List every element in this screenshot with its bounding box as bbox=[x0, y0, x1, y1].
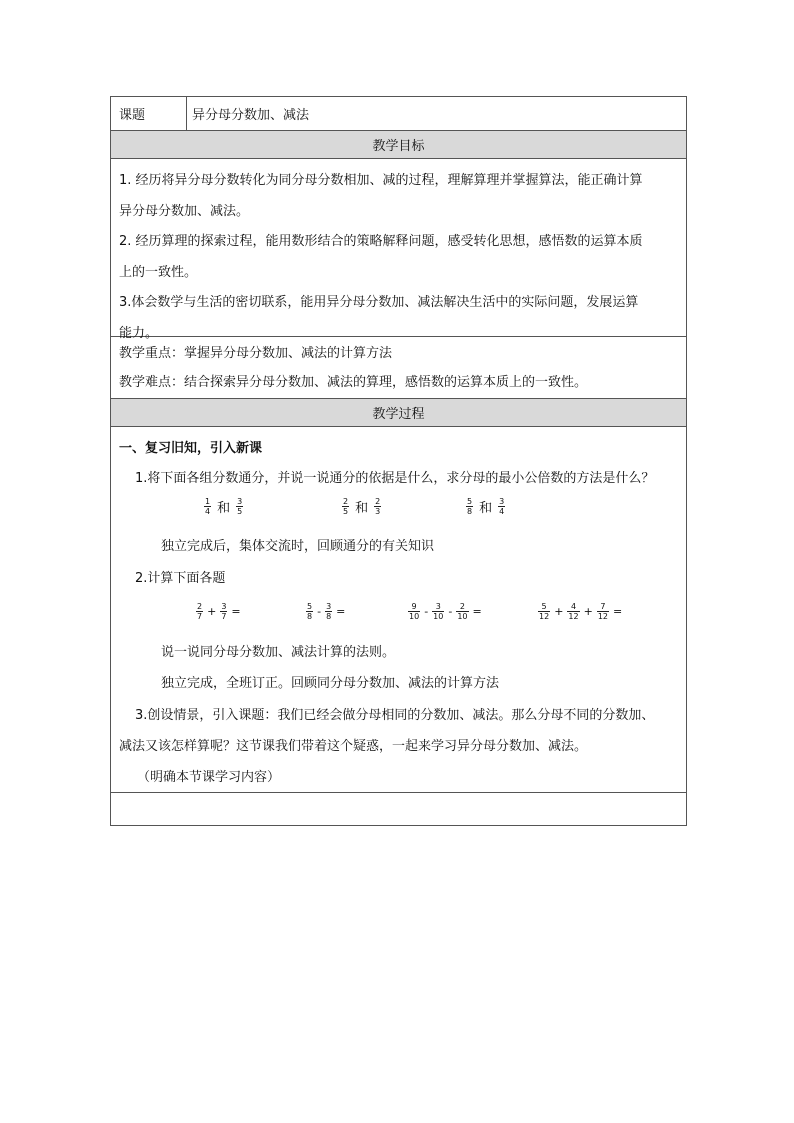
fraction: $\frac{5}{8}$ bbox=[307, 602, 313, 621]
topic-value: 异分母分数加、减法 bbox=[192, 108, 310, 123]
goal-line: 能力。 bbox=[119, 325, 159, 341]
equals-sign: = bbox=[613, 605, 623, 618]
equals-sign: = bbox=[336, 605, 346, 618]
fraction: $\frac{2}{10}$ bbox=[457, 602, 468, 621]
goal-line: 1. 经历将异分母分数转化为同分母分数相加、减的过程，理解算理并掌握算法，能正确计算 bbox=[119, 173, 643, 188]
item2-note-1: 说一说同分母分数加、减法计算的法则。 bbox=[161, 645, 396, 660]
section1-title: 一、复习旧知，引入新课 bbox=[119, 441, 263, 456]
fraction: $\frac{2}{5}$ bbox=[343, 497, 349, 516]
process-section bbox=[111, 427, 686, 793]
operator: + bbox=[207, 605, 217, 618]
goal-line: 上的一致性。 bbox=[119, 264, 198, 280]
goal-line: 2. 经历算理的探索过程，能用数形结合的策略解释问题，感受转化思想，感悟数的运算本质 bbox=[119, 234, 643, 249]
fraction: $\frac{9}{10}$ bbox=[409, 602, 420, 621]
fraction: $\frac{2}{3}$ bbox=[375, 497, 381, 516]
fraction: $\frac{1}{4}$ bbox=[205, 497, 211, 516]
goals-heading: 教学目标 bbox=[111, 131, 686, 159]
operator: + bbox=[554, 605, 564, 618]
title-row bbox=[111, 97, 686, 131]
operator: - bbox=[448, 605, 453, 618]
operator: - bbox=[317, 605, 322, 618]
connector-text: 和 bbox=[479, 501, 493, 516]
item2-note-2: 独立完成，全班订正。回顾同分母分数加、减法的计算方法 bbox=[161, 676, 500, 691]
fraction: $\frac{4}{12}$ bbox=[568, 602, 579, 621]
expression-1 bbox=[195, 602, 244, 621]
equals-sign: = bbox=[231, 605, 241, 618]
fraction: $\frac{3}{10}$ bbox=[433, 602, 444, 621]
item1-note: 独立完成后，集体交流时，回顾通分的有关知识 bbox=[161, 539, 435, 554]
item3-line-2: 减法又该怎样算呢？这节课我们带着这个疑惑，一起来学习异分母分数加、减法。 bbox=[119, 739, 588, 754]
item1-text: 1.将下面各组分数通分，并说一说通分的依据是什么，求分母的最小公倍数的方法是什么？ bbox=[135, 471, 655, 486]
goal-line: 异分母分数加、减法。 bbox=[119, 203, 250, 219]
goals-section bbox=[111, 159, 686, 341]
item2-text: 2.计算下面各题 bbox=[135, 571, 226, 586]
fraction: $\frac{3}{7}$ bbox=[221, 602, 227, 621]
connector-text: 和 bbox=[355, 501, 369, 516]
empty-row bbox=[111, 793, 686, 825]
expression-4 bbox=[537, 602, 625, 621]
topic-label: 课题 bbox=[111, 97, 187, 130]
goal-line: 3.体会数学与生活的密切联系，能用异分母分数加、减法解决生活中的实际问题，发展运算 bbox=[119, 295, 639, 310]
fraction: $\frac{2}{7}$ bbox=[197, 602, 203, 621]
fraction-group-2 bbox=[341, 497, 382, 516]
connector-text: 和 bbox=[217, 501, 231, 516]
expression-2 bbox=[305, 602, 348, 621]
expression-3 bbox=[407, 602, 485, 621]
fraction: $\frac{3}{4}$ bbox=[499, 497, 505, 516]
item3-note: （明确本节课学习内容） bbox=[137, 770, 281, 785]
fraction: $\frac{7}{12}$ bbox=[597, 602, 608, 621]
fraction: $\frac{3}{5}$ bbox=[237, 497, 243, 516]
fraction: $\frac{5}{8}$ bbox=[467, 497, 473, 516]
equals-sign: = bbox=[472, 605, 482, 618]
fraction-group-3 bbox=[465, 497, 506, 516]
process-heading: 教学过程 bbox=[111, 399, 686, 427]
item3-line-1: 3.创设情景，引入课题：我们已经会做分母相同的分数加、减法。那么分母不同的分数加、 bbox=[135, 708, 655, 723]
fraction: $\frac{5}{12}$ bbox=[539, 602, 550, 621]
fraction-group-1 bbox=[203, 497, 244, 516]
fraction: $\frac{3}{8}$ bbox=[326, 602, 332, 621]
operator: - bbox=[424, 605, 429, 618]
keypoints-section bbox=[111, 337, 686, 399]
teaching-focus: 教学重点：掌握异分母分数加、减法的计算方法 bbox=[119, 346, 393, 361]
teaching-difficulty: 教学难点：结合探索异分母分数加、减法的算理，感悟数的运算本质上的一致性。 bbox=[119, 375, 588, 390]
lesson-plan-table bbox=[110, 96, 687, 826]
operator: + bbox=[583, 605, 593, 618]
